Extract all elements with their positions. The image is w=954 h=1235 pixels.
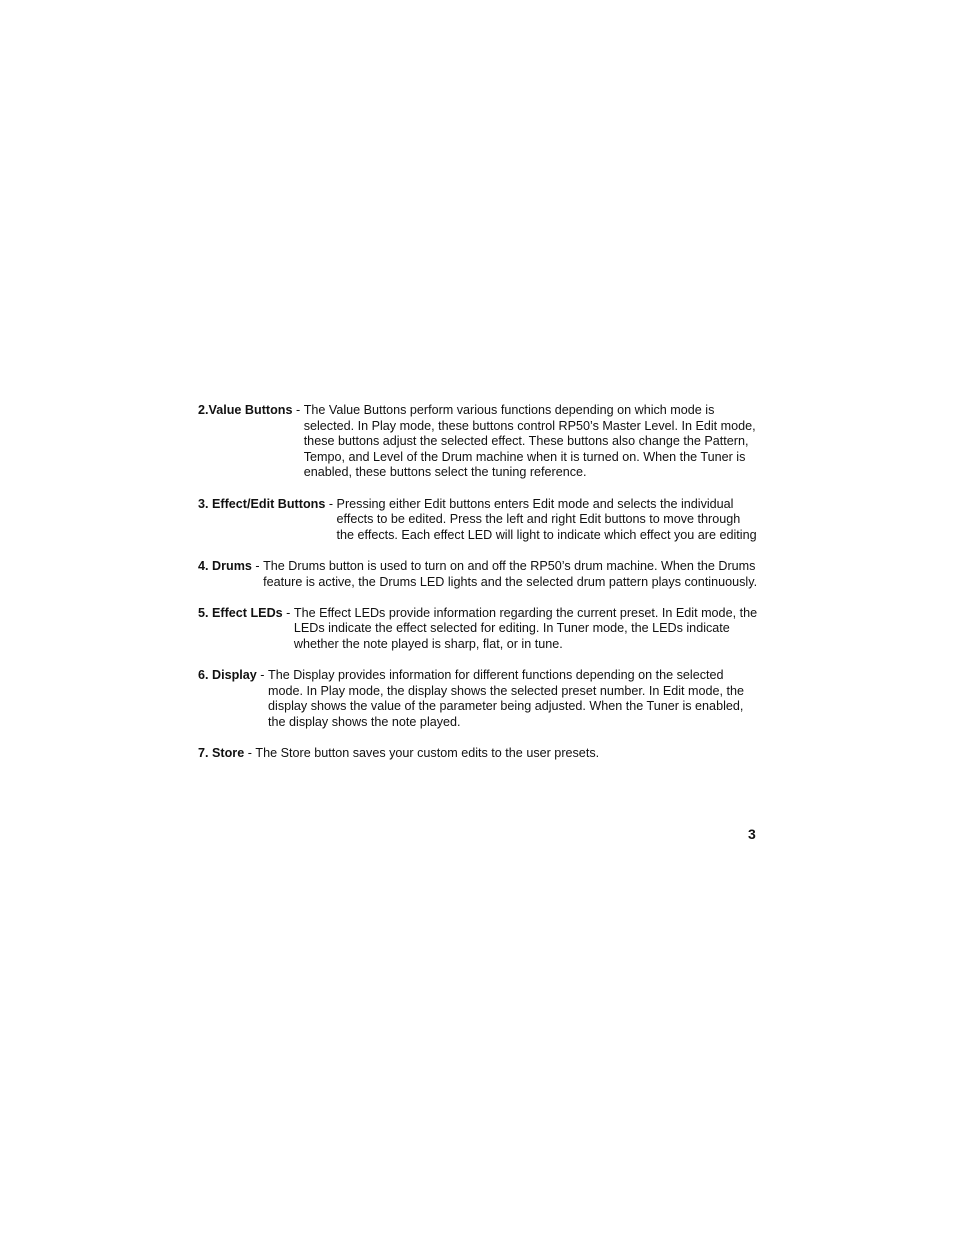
entry-description: The Effect LEDs provide information regarding the current preset. In Edit mode, the LEDs indicate the effect selected for editing. In Tuner mode, the LEDs indicate whether the note played is sharp, flat, or in tune. — [293, 605, 758, 651]
entry-head — [198, 746, 255, 762]
entry-head — [198, 606, 294, 622]
entry-term: 7. Store — [198, 746, 245, 761]
entry-head — [198, 668, 268, 684]
entry-term: 2.Value Buttons — [198, 403, 293, 417]
entry-separator: - — [325, 496, 337, 511]
entry-value-buttons — [198, 403, 758, 481]
entry-head — [198, 497, 337, 513]
entry-effect-leds — [198, 606, 758, 653]
entry-description: The Display provides information for different functions depending on the selected mode. In Play mode, the display shows the selected preset number. In Edit mode, the display shows the value of the parameter being adjusted. When the Tuner is enabled, the display shows the note played. — [268, 668, 745, 729]
entry-store — [198, 746, 758, 762]
entry-separator: - — [244, 746, 256, 761]
page-number: 3 — [748, 826, 756, 842]
entry-separator: - — [282, 605, 294, 620]
entry-effect-edit-buttons — [198, 497, 758, 544]
entry-term: 6. Display — [198, 668, 257, 683]
entry-term: 3. Effect/Edit Buttons — [198, 496, 326, 511]
entry-separator: - — [292, 403, 304, 417]
entry-separator: - — [256, 668, 269, 683]
entry-description: The Drums button is used to turn on and off the RP50’s drum machine. When the Drums feature is active, the Drums LED lights and the selected drum pattern plays continuously. — [263, 558, 758, 589]
entry-separator: - — [251, 558, 264, 573]
entry-description: The Store button saves your custom edits to the user presets. — [255, 746, 600, 761]
entry-description: The Value Buttons perform various functions depending on which mode is selected. In Play mode, these buttons control RP50’s Master Level. In Edit mode, these buttons adjust the selected effect. These buttons also change the Pattern, Tempo, and Level of the Drum machine when it is turned on. When the Tuner is enabled, these buttons select the tuning reference. — [303, 403, 756, 480]
entry-description: Pressing either Edit buttons enters Edit mode and selects the individual effects to be edited. Press the left and right Edit buttons to move through the effects. Each effect LED will light to indicate which effect you are editing — [336, 496, 757, 542]
entry-drums — [198, 559, 758, 590]
entry-term: 5. Effect LEDs — [198, 605, 283, 620]
entry-head — [198, 403, 304, 419]
manual-text — [198, 403, 758, 777]
entry-display — [198, 668, 758, 730]
entry-head — [198, 559, 263, 575]
entry-term: 4. Drums — [198, 558, 252, 573]
